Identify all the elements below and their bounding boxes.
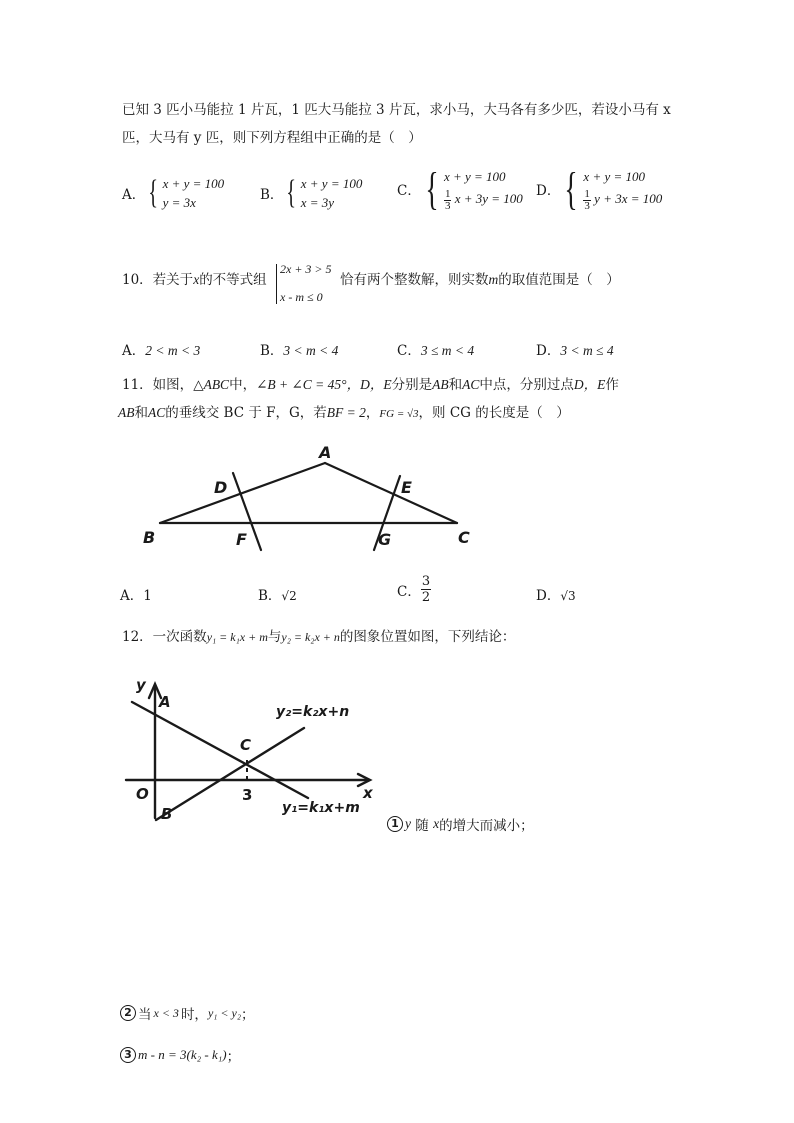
q9-line1: 已知 3 匹小马能拉 1 片瓦，1 匹大马能拉 3 片瓦，求小马，大马各有多少匹，若设小马有 x xyxy=(122,102,671,118)
q12-text: 时， xyxy=(180,1007,208,1023)
circled-number-3: 3 xyxy=(120,1047,136,1063)
q11-text: 分别是 xyxy=(391,377,433,393)
label-a: A xyxy=(159,693,171,711)
points-de: D，E xyxy=(573,377,606,392)
var-y: y xyxy=(405,816,411,831)
option-label: B． xyxy=(260,187,284,203)
label-y1-line: y₁=k₁x+m xyxy=(282,800,360,816)
equation: x + y = 100 xyxy=(583,169,646,185)
q11-line1 xyxy=(122,373,619,393)
q11-option-b[interactable] xyxy=(258,584,297,604)
q10-stem-suffix xyxy=(340,268,620,288)
q12-stem xyxy=(122,625,515,645)
q11-triangle-figure xyxy=(130,440,490,560)
q10-number: 10．若关于 xyxy=(122,272,194,288)
equation: x + y = 100 xyxy=(300,176,363,191)
q12-text: 随 xyxy=(411,818,434,834)
q12-statement-2 xyxy=(120,1003,255,1023)
triangle-abc: △ABC xyxy=(193,377,230,392)
q12-text: ； xyxy=(241,1007,255,1023)
equation: y = 3x xyxy=(162,195,196,210)
q10-option-c[interactable] xyxy=(397,339,474,359)
var-x: x xyxy=(193,272,200,287)
q12-graph-figure xyxy=(118,668,388,836)
q11-text: 和 xyxy=(134,405,148,421)
q10-text: 的不等式组 xyxy=(199,272,267,288)
label-c: C xyxy=(458,528,470,547)
q10-option-a[interactable] xyxy=(122,339,200,359)
fraction-three-halves xyxy=(421,574,431,605)
equation: y + 3x = 100 xyxy=(594,191,663,207)
q12-statement-3 xyxy=(120,1045,240,1065)
label-b: B xyxy=(143,528,156,547)
var-m: m xyxy=(488,272,499,287)
q9-line2: 匹，大马有 y 匹，则下列方程组中正确的是（ ） xyxy=(122,130,422,146)
q10-stem xyxy=(122,268,267,288)
equation-y2: y₂ = k₂x + n xyxy=(281,630,340,644)
label-o: O xyxy=(136,785,149,803)
q11-number: 11．如图， xyxy=(122,377,194,393)
label-a: A xyxy=(319,443,332,462)
q10-option-b[interactable] xyxy=(260,339,338,359)
segment-ac: AC xyxy=(462,377,480,392)
fg-value: FG = √3 xyxy=(379,408,419,420)
option-label: A． xyxy=(122,187,146,203)
tick-3: 3 xyxy=(242,786,253,804)
q9-option-c[interactable]: C． { x + y = 100 $\frac{1}{3}$ x + 3y = 100 xyxy=(397,163,523,214)
label-d: D xyxy=(214,478,228,497)
option-text: 3 < m ≤ 4 xyxy=(560,343,614,358)
equation: x + y = 100 xyxy=(443,169,506,185)
equation: x + y = 100 xyxy=(162,176,225,191)
option-text: 3 < m < 4 xyxy=(283,343,339,358)
bf-value: BF = 2 xyxy=(326,405,366,420)
q9-option-d[interactable]: D． { x + y = 100 $\frac{1}{3}$ y + 3x = 100 xyxy=(536,163,663,214)
q11-text: 中点，分别过点 xyxy=(479,377,574,393)
q10-ineq1: 2x + 3 > 5 xyxy=(280,262,332,276)
q10-text: 恰有两个整数解，则实数 xyxy=(340,272,489,288)
label-x-axis: x xyxy=(363,784,373,802)
inequality: y₁ < y₂ xyxy=(207,1005,242,1020)
q12-text: 与 xyxy=(267,629,282,645)
equation: x + 3y = 100 xyxy=(454,191,523,207)
label-g: G xyxy=(378,530,392,549)
condition: x < 3 xyxy=(153,1005,179,1020)
q11-text: 中， xyxy=(229,377,257,393)
equation-y1: y₁ = k₁x + m xyxy=(206,630,268,644)
q10-option-d[interactable] xyxy=(536,339,614,359)
fraction-one-third: $\frac{1}{3}$ xyxy=(444,187,451,212)
q11-text: ，则 CG 的长度是（ ） xyxy=(418,405,570,421)
q12-statement-1 xyxy=(387,814,534,834)
option-label: D． xyxy=(536,183,561,199)
label-f: F xyxy=(236,530,247,549)
fraction-one-third: $\frac{1}{3}$ xyxy=(584,187,590,212)
option-text: 2 < m < 3 xyxy=(145,343,201,358)
points-de: D，E xyxy=(360,377,392,392)
option-label: D． xyxy=(536,588,561,604)
label-y2-line: y₂=k₂x+n xyxy=(276,704,350,720)
option-label: C． xyxy=(397,343,421,359)
option-label: A． xyxy=(120,588,144,604)
q11-text: 的垂线交 BC 于 F，G，若 xyxy=(165,405,327,421)
option-label: D． xyxy=(536,343,561,359)
label-b: B xyxy=(161,805,173,823)
segment-ac: AC xyxy=(148,405,166,420)
segment-ab-line xyxy=(160,463,325,523)
q12-text: 的图象位置如图，下列结论： xyxy=(339,629,516,645)
option-label: A． xyxy=(122,343,146,359)
equation: x = 3y xyxy=(300,195,335,210)
q9-option-b[interactable]: B． { x + y = 100 x = 3y xyxy=(260,174,363,211)
q12-text: ； xyxy=(226,1049,241,1065)
q10-text: 的取值范围是（ ） xyxy=(498,272,620,288)
q10-brace-line xyxy=(276,264,277,304)
option-text: √2 xyxy=(281,589,297,603)
equation: m - n = 3(k₂ - k₁) xyxy=(138,1047,227,1062)
q11-text: 作 xyxy=(605,377,619,393)
frac-den: 2 xyxy=(421,590,431,605)
option-text: 1 xyxy=(143,588,152,604)
segment-ab: AB xyxy=(432,377,449,392)
option-label: C． xyxy=(397,183,421,199)
angle-sum: ∠B + ∠C = 45°， xyxy=(256,377,361,392)
q10-ineq2: x - m ≤ 0 xyxy=(280,290,323,304)
q12-text: 当 xyxy=(138,1007,152,1023)
q11-text: ， xyxy=(365,405,380,421)
q11-text: 和 xyxy=(448,377,463,393)
q9-option-a[interactable]: A． { x + y = 100 y = 3x xyxy=(122,174,225,211)
circled-number-2: 2 xyxy=(120,1005,136,1021)
segment-ac-line xyxy=(325,463,457,523)
label-e: E xyxy=(401,478,412,497)
frac-num: 3 xyxy=(421,574,431,589)
q11-option-a[interactable] xyxy=(120,584,152,604)
q12-number: 12．一次函数 xyxy=(122,629,207,645)
segment-ab: AB xyxy=(118,405,135,420)
label-c: C xyxy=(240,736,252,754)
circled-number-1: 1 xyxy=(387,816,403,832)
option-text: 3 ≤ m < 4 xyxy=(420,343,475,358)
option-label: B． xyxy=(258,588,282,604)
option-text: √3 xyxy=(560,589,576,603)
q11-option-c[interactable] xyxy=(397,574,431,605)
option-label: B． xyxy=(260,343,284,359)
var-x: x xyxy=(433,816,440,831)
label-y-axis: y xyxy=(136,676,146,694)
q12-text: 的增大而减小； xyxy=(439,818,534,834)
option-label: C． xyxy=(397,583,421,600)
q11-option-d[interactable] xyxy=(536,584,576,604)
q11-line2 xyxy=(118,401,570,421)
